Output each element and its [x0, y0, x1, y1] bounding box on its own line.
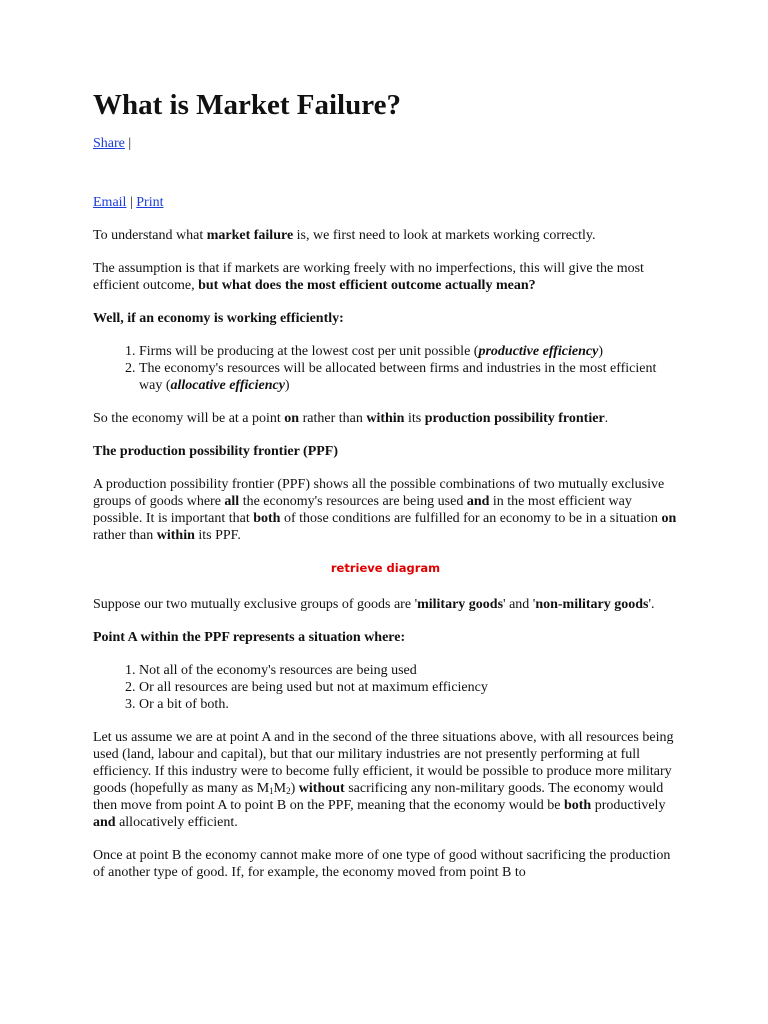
paragraph-assumption: The assumption is that if markets are working freely with no imperfections, this will give the most efficient outcome, but what does the most efficient outcome actually mean?: [93, 261, 644, 293]
paragraph-point-on: So the economy will be at a point on rather than within its production possibility frontier.: [93, 411, 609, 426]
list-item: 1. Firms will be producing at the lowest cost per unit possible (productive efficiency): [139, 343, 678, 360]
share-separator: |: [124, 136, 132, 151]
efficiency-list: [93, 343, 678, 394]
paragraph-ppf: A production possibility frontier (PPF) shows all the possible combinations of two mutually exclusive groups of goods where all the economy's resources are being used and in the most efficient way possible. It is important that both of those conditions are fulfilled for an economy to be in a situation on rather than within its PPF.: [93, 477, 677, 543]
point-a-list: [93, 662, 678, 713]
list-item: 2. Or all resources are being used but not at maximum efficiency: [139, 679, 678, 696]
retrieve-diagram-line: [93, 560, 678, 577]
share-link[interactable]: Share: [93, 136, 125, 151]
list-item: 3. Or a bit of both.: [139, 696, 678, 713]
email-link[interactable]: Email: [93, 195, 127, 210]
email-print-separator: |: [126, 195, 137, 210]
heading-efficient: Well, if an economy is working efficiently:: [93, 311, 344, 326]
page-title: What is Market Failure?: [93, 89, 401, 121]
paragraph-goods: Suppose our two mutually exclusive groups of goods are 'military goods' and 'non-military goods'.: [93, 597, 655, 612]
heading-ppf: The production possibility frontier (PPF): [93, 444, 339, 459]
paragraph-intro: To understand what market failure is, we first need to look at markets working correctly.: [93, 228, 596, 243]
paragraph-point-b: Once at point B the economy cannot make more of one type of good without sacrificing the production of another type of good. If, for example, the economy moved from point B to: [93, 848, 671, 880]
list-item: 2. The economy's resources will be allocated between firms and industries in the most efficient way (allocative efficiency): [139, 360, 678, 394]
share-line: [93, 135, 678, 152]
heading-point-a: Point A within the PPF represents a situation where:: [93, 630, 406, 645]
list-item: 1. Not all of the economy's resources are being used: [139, 662, 678, 679]
email-print-line: [93, 194, 678, 211]
retrieve-diagram-link[interactable]: retrieve diagram: [330, 561, 441, 575]
document-page: [93, 88, 678, 897]
paragraph-point-a-to-b: Let us assume we are at point A and in the second of the three situations above, with all resources being used (land, labour and capital), but that our military industries are not presently performing at full efficiency. If this industry were to become fully efficient, it would be possible to produce more military goods (hopefully as many as $M_1M_2$) without sacrificing any non-military goods. The economy would then move from point A to point B on the PPF, meaning that the economy would be both productively and allocatively efficient.: [93, 730, 674, 830]
print-link[interactable]: Print: [136, 195, 164, 210]
